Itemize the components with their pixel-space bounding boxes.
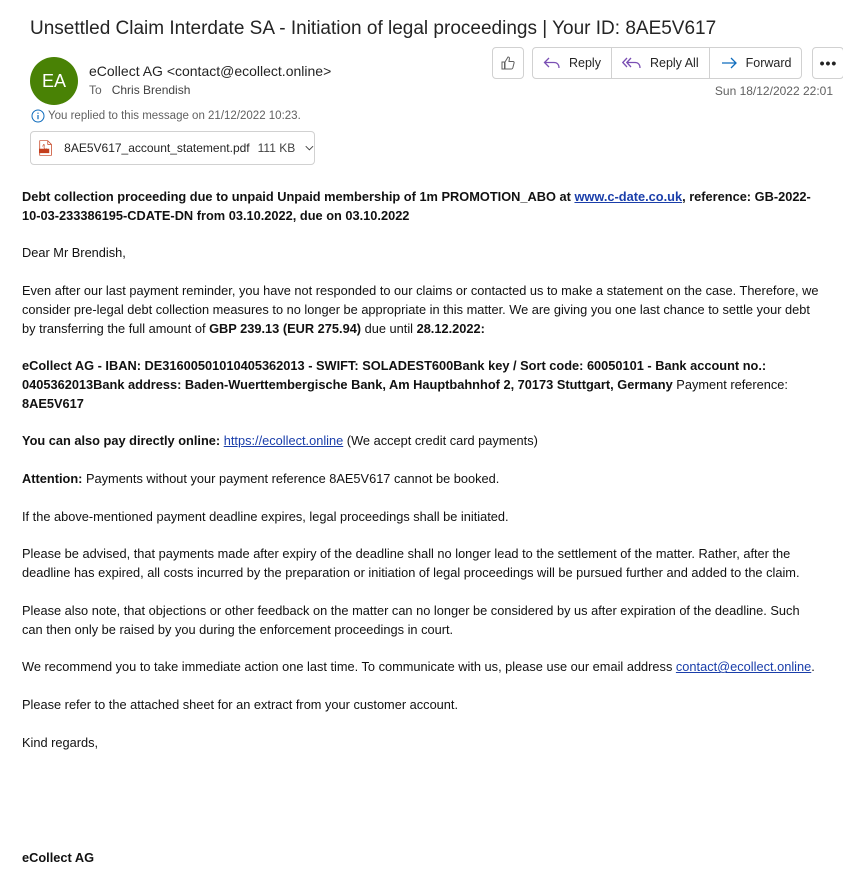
replied-notice: [31, 109, 301, 123]
info-icon: [31, 109, 45, 123]
like-button[interactable]: [492, 47, 524, 79]
contact-email-link[interactable]: contact@ecollect.online: [675, 659, 812, 675]
reply-label: Reply: [569, 56, 601, 70]
reply-all-button[interactable]: [611, 48, 709, 78]
sender-name[interactable]: eCollect AG <contact@ecollect.online>: [89, 63, 332, 79]
headline: Debt collection proceeding due to unpaid Unpaid membership of 1m PROMOTION_ABO at www.c-date.co.uk, reference: GB-2022-10-03-233386195-CDATE-DN from 03.10.2022, due on 03.10.2022: [22, 189, 811, 223]
greeting: Dear Mr Brendish,: [22, 245, 126, 261]
attachment-filename: 8AE5V617_account_statement.pdf: [64, 141, 250, 155]
chevron-down-icon[interactable]: [305, 144, 314, 152]
reply-button-group: [532, 47, 802, 79]
reply-icon: [543, 56, 561, 70]
message-toolbar: [492, 47, 843, 79]
recipient-line: [89, 83, 190, 97]
thumbs-up-icon: [500, 55, 516, 71]
to-label: To: [89, 83, 102, 97]
email-subject: Unsettled Claim Interdate SA - Initiation of legal proceedings | Your ID: 8AE5V617: [30, 18, 717, 39]
attention-note: Attention: Payments without your payment reference 8AE5V617 cannot be booked.: [22, 471, 500, 487]
ecollect-online-link[interactable]: https://ecollect.online: [223, 433, 344, 449]
objections-paragraph: Please also note, that objections or other feedback on the matter can no longer be considered by us after expiration of the deadline. Such can then only be raised by you during the enforcement proceedings in court.: [22, 602, 800, 637]
sender-avatar[interactable]: EA: [30, 57, 78, 105]
advised-paragraph: Please be advised, that payments made after expiry of the deadline shall no longer lead to the settlement of the matter. Rather, after the deadline has expired, all costs incurred by the preparation or initiation of legal proceedings will be pursued further and added to the claim.: [22, 546, 800, 581]
pdf-file-icon: [39, 137, 52, 159]
attachment-size: 111 KB: [257, 141, 296, 155]
reply-button[interactable]: [533, 48, 611, 78]
forward-icon: [720, 56, 738, 70]
reply-all-icon: [622, 56, 642, 70]
attachment-chip[interactable]: [30, 131, 315, 165]
forward-label: Forward: [745, 56, 792, 70]
recipient-name[interactable]: Chris Brendish: [111, 83, 191, 97]
deadline-paragraph: If the above-mentioned payment deadline expires, legal proceedings shall be initiated.: [22, 508, 509, 524]
bank-details: eCollect AG - IBAN: DE31600501010405362013 - SWIFT: SOLADEST600Bank key / Sort code: 60050101 - Bank account no.: 0405362013Bank address: Baden-Wuerttembergische Bank, Am Hauptbahnhof 2, 70173 Stuttgart, Germany Payment reference: 8AE5V617: [22, 358, 788, 411]
recommend-paragraph: We recommend you to take immediate action one last time. To communicate with us, please use our email address contact@ecollect.online.: [22, 659, 815, 675]
replied-notice-text: You replied to this message on 21/12/2022 10:23.: [48, 110, 301, 122]
online-payment: You can also pay directly online: https://ecollect.online (We accept credit card payments): [22, 433, 538, 449]
refer-paragraph: Please refer to the attached sheet for an extract from your customer account.: [22, 696, 459, 712]
email-body: [22, 188, 822, 771]
message-date: Sun 18/12/2022 22:01: [714, 84, 833, 98]
c-date-link[interactable]: www.c-date.co.uk: [574, 189, 683, 204]
reply-all-label: Reply All: [649, 56, 699, 70]
forward-button[interactable]: [709, 48, 802, 78]
signature: eCollect AG: [22, 850, 95, 865]
closing: Kind regards,: [22, 734, 99, 750]
reminder-paragraph: Even after our last payment reminder, you have not responded to our claims or contacted us to make a statement on the case. Therefore, we consider pre-legal debt collection measures to no longer be appropriate in this matter. We are giving you one last chance to settle your debt by transferring the full amount of GBP 239.13 (EUR 275.94) due until 28.12.2022:: [22, 283, 819, 336]
more-actions-button[interactable]: •••: [812, 47, 843, 79]
